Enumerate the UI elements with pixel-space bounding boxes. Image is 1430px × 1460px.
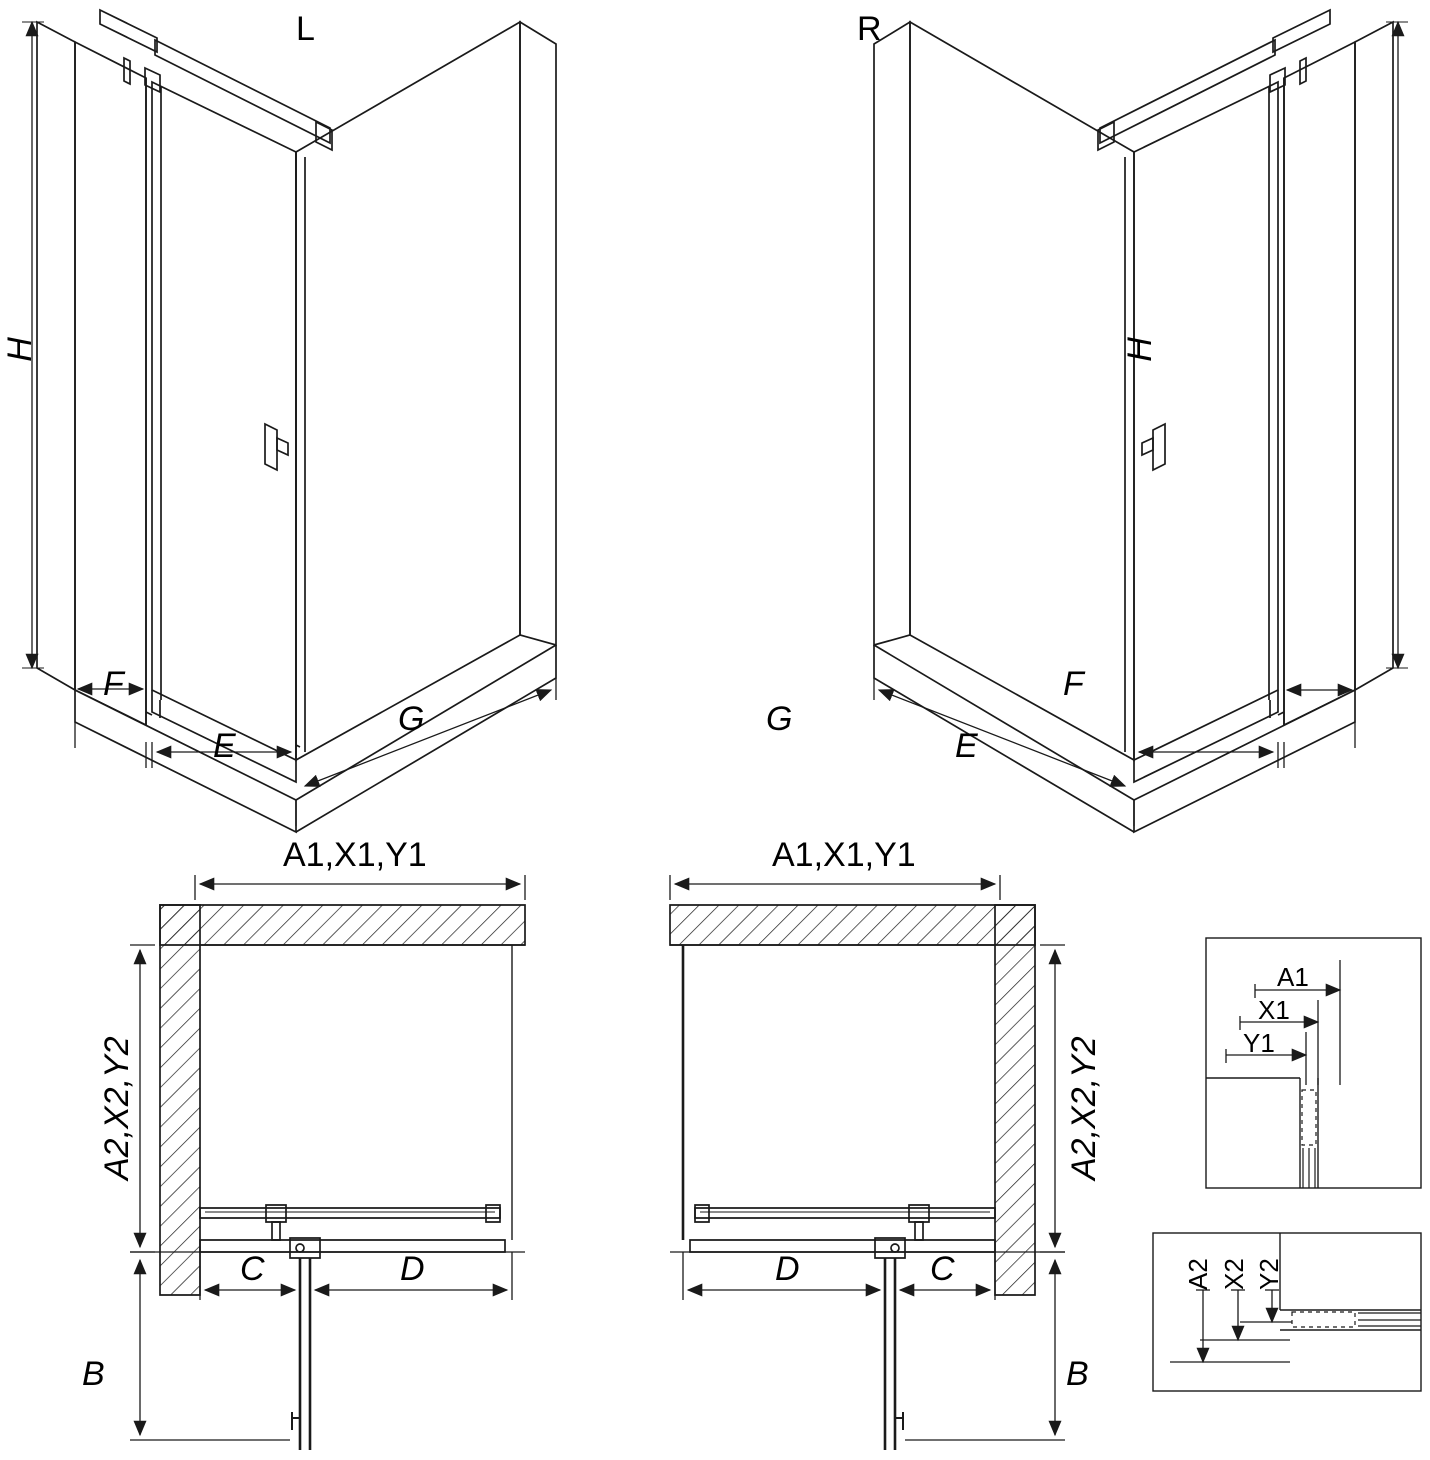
- plan-right: [670, 905, 1065, 1450]
- iso-right-enclosure: [874, 10, 1393, 832]
- detail-y2: Y2: [1254, 1258, 1284, 1290]
- detail-x2: X2: [1219, 1258, 1249, 1290]
- plan-left-top-dim: A1,X1,Y1: [283, 836, 427, 874]
- plan-left-dim-c: C: [240, 1250, 265, 1288]
- dim-g-left: G: [398, 700, 425, 738]
- dim-bottom-left: [75, 678, 556, 826]
- dim-g-right: G: [766, 700, 793, 738]
- detail-a1: A1: [1277, 962, 1309, 992]
- plan-right-dim-b: B: [1066, 1355, 1089, 1393]
- dim-e-right: E: [955, 727, 978, 765]
- plan-right-top-dim: A1,X1,Y1: [772, 836, 916, 874]
- dim-e-left: E: [213, 727, 236, 765]
- detail-y1: Y1: [1243, 1028, 1275, 1058]
- dim-h-left: H: [0, 337, 39, 362]
- dim-f-left: F: [103, 665, 124, 703]
- title-right: R: [857, 10, 882, 48]
- plan-right-side-dim: A2,X2,Y2: [1065, 1036, 1103, 1180]
- plan-left-dim-b: B: [82, 1355, 105, 1393]
- dim-height-right: [1386, 22, 1408, 668]
- dim-bottom-right: [874, 678, 1355, 826]
- dim-h-right: H: [1120, 337, 1159, 362]
- plan-left-dim-d: D: [400, 1250, 425, 1288]
- dim-f-right: F: [1063, 665, 1084, 703]
- plan-left: [130, 905, 525, 1450]
- plan-left-side-dim: A2,X2,Y2: [98, 1036, 136, 1180]
- title-left: L: [296, 10, 315, 48]
- detail-top-corner: [1206, 938, 1421, 1188]
- plan-right-dim-c: C: [930, 1250, 955, 1288]
- plan-right-dim-d: D: [775, 1250, 800, 1288]
- iso-left-enclosure: [37, 10, 556, 832]
- detail-a2: A2: [1183, 1258, 1213, 1290]
- detail-x1: X1: [1258, 995, 1290, 1025]
- detail-bottom-corner: [1153, 1233, 1421, 1391]
